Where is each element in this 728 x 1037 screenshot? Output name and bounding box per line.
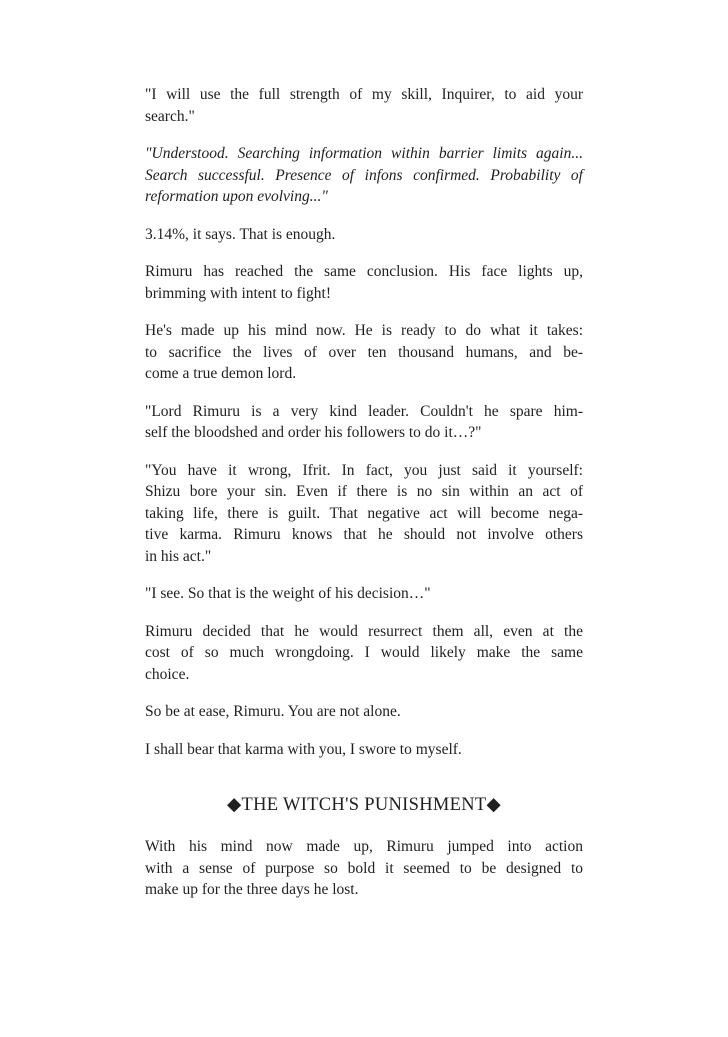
text-line: 3.14%, it says. That is enough. — [145, 225, 336, 243]
paragraph — [145, 261, 583, 304]
text-line: come a true demon lord. — [145, 365, 297, 382]
text-line: to sacrifice the lives of over ten thousand humans, and be- — [145, 343, 583, 361]
text-line: choice. — [145, 665, 190, 683]
text-line: taking life, there is guilt. That negative act will become nega- — [145, 504, 583, 522]
paragraph — [145, 583, 583, 605]
paragraph — [145, 84, 583, 127]
text-line: "Lord Rimuru is a very kind leader. Couldn't he spare him- — [145, 402, 583, 420]
text-line: "You have it wrong, Ifrit. In fact, you just said it yourself: — [145, 461, 583, 479]
paragraph — [145, 621, 583, 686]
text-line: tive karma. Rimuru knows that he should not involve others — [145, 526, 583, 543]
paragraph — [145, 460, 583, 568]
text-line: cost of so much wrongdoing. I would likely make the same — [145, 644, 583, 661]
text-line: Rimuru has reached the same conclusion. His face lights up, — [145, 263, 583, 280]
text-line: "I see. So that is the weight of his decision…" — [145, 585, 431, 602]
text-line: with a sense of purpose so bold it seemed to be designed to — [145, 859, 583, 877]
text-line: Shizu bore your sin. Even if there is no sin within an act of — [145, 483, 583, 500]
paragraph — [145, 143, 583, 208]
text-line: "Understood. Searching information within barrier limits again... — [145, 145, 583, 162]
text-line: brimming with intent to fight! — [145, 284, 331, 302]
text-line: Rimuru decided that he would resurrect them all, even at the — [145, 622, 583, 640]
section-heading-text: ◆THE WITCH'S PUNISHMENT◆ — [226, 795, 501, 815]
paragraph — [145, 320, 583, 385]
text-line: I shall bear that karma with you, I swore to myself. — [145, 740, 462, 758]
paragraph — [145, 401, 583, 444]
text-line: "I will use the full strength of my skill, Inquirer, to aid your — [145, 86, 583, 103]
text-line: With his mind now made up, Rimuru jumped into action — [145, 838, 583, 855]
paragraph — [145, 701, 583, 723]
text-line: in his act." — [145, 547, 212, 565]
section-heading — [145, 793, 583, 817]
text-line: He's made up his mind now. He is ready to do what it takes: — [145, 322, 583, 339]
paragraph — [145, 739, 583, 761]
text-line: make up for the three days he lost. — [145, 881, 359, 898]
text-line: reformation upon evolving..." — [145, 188, 328, 205]
text-line: Search successful. Presence of infons confirmed. Probability of — [145, 166, 583, 184]
paragraph — [145, 224, 583, 246]
paragraph — [145, 836, 583, 901]
text-column — [145, 84, 583, 917]
text-line: So be at ease, Rimuru. You are not alone. — [145, 703, 401, 720]
text-line: search." — [145, 107, 195, 125]
text-line: self the bloodshed and order his followers to do it…?" — [145, 424, 482, 441]
